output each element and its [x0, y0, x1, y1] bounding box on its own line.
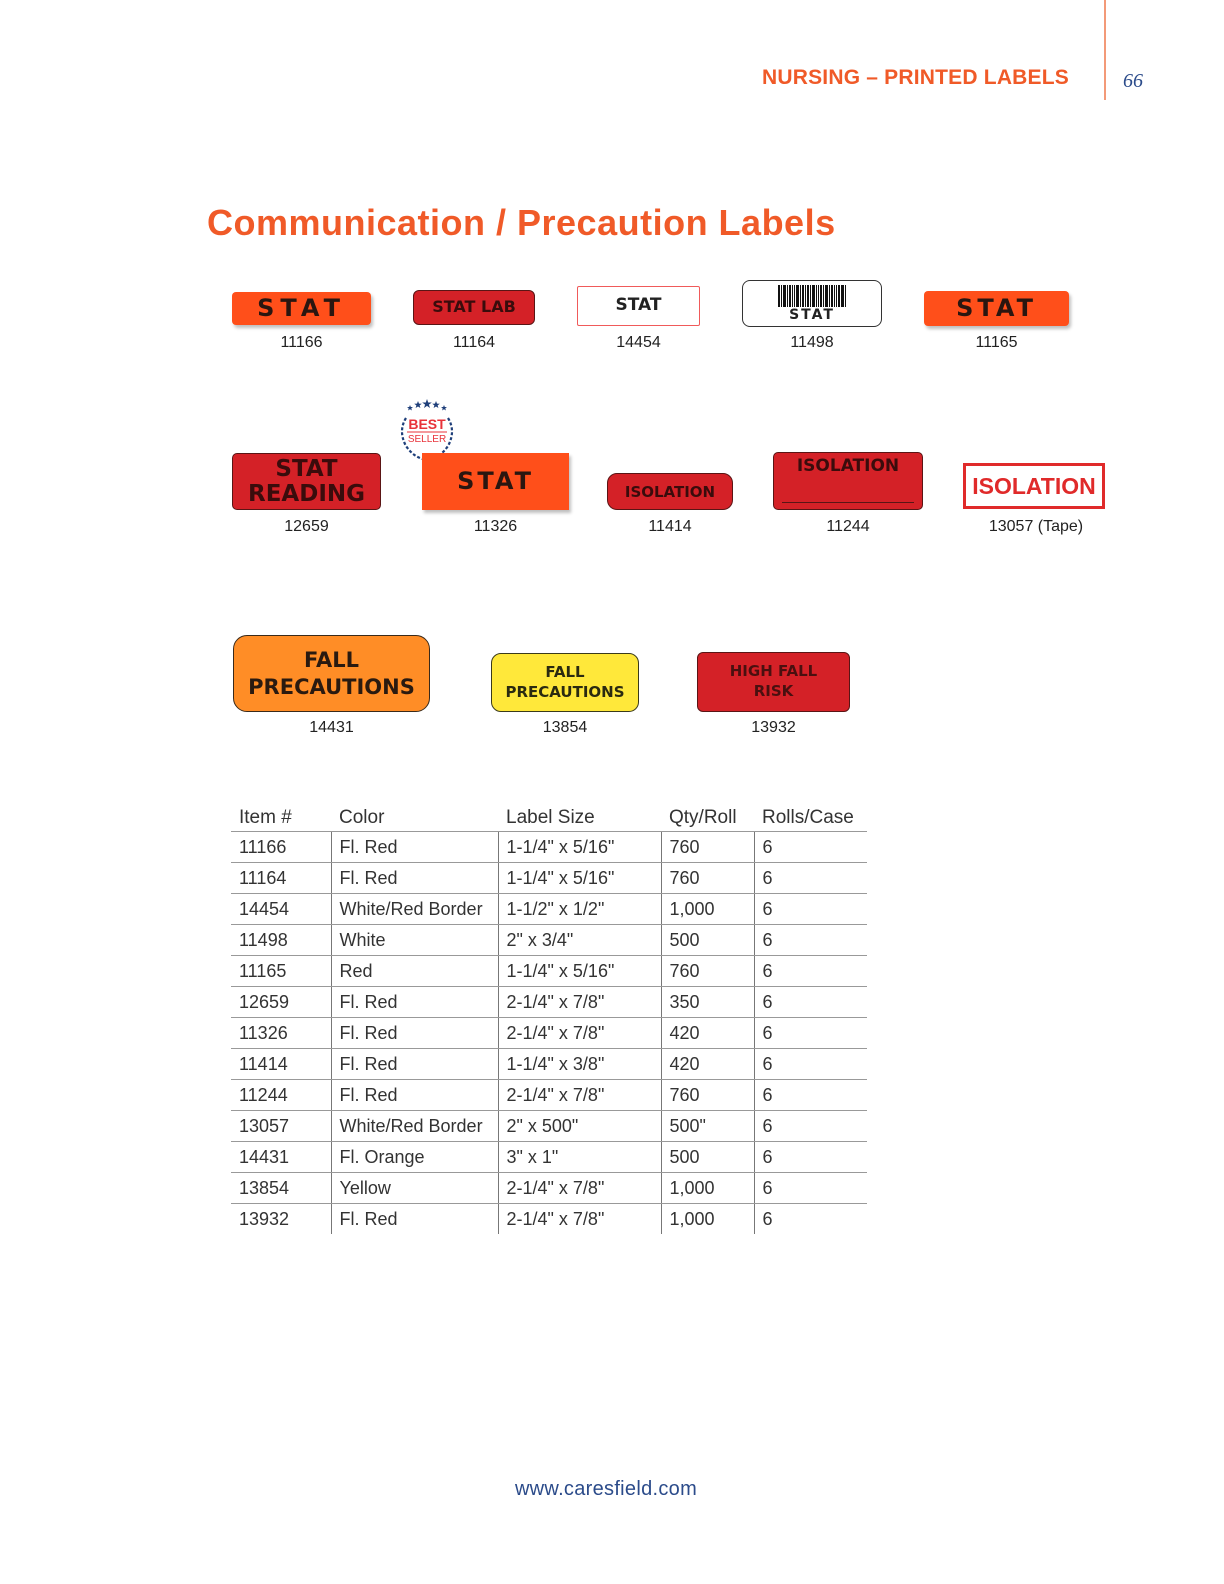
table-cell: Fl. Red: [331, 1080, 498, 1111]
table-row: [231, 987, 867, 1018]
page-number: 66: [1123, 70, 1143, 92]
table-cell: 1-1/4" x 5/16": [498, 832, 661, 863]
label-11164: [413, 290, 535, 325]
table-cell: 11164: [231, 863, 331, 894]
label-code: 11414: [648, 518, 692, 535]
label-text-line2: PRECAUTIONS: [505, 682, 625, 701]
label-text-line1: FALL: [545, 662, 585, 681]
table-cell: 760: [661, 956, 754, 987]
label-text: STAT: [956, 293, 1037, 322]
table-cell: 1-1/4" x 5/16": [498, 956, 661, 987]
table-row: [231, 1142, 867, 1173]
table-cell: White/Red Border: [331, 894, 498, 925]
column-header: Rolls/Case: [754, 804, 867, 832]
label-text-line1: STAT: [275, 456, 338, 483]
table-cell: 6: [754, 832, 867, 863]
column-header: Qty/Roll: [661, 804, 754, 832]
badge-line2: SELLER: [407, 434, 447, 445]
section-header: NURSING – PRINTED LABELS: [762, 66, 1069, 89]
label-code: 14431: [309, 719, 354, 736]
footer-url: www.caresfield.com: [514, 1478, 698, 1500]
table-row: [231, 1111, 867, 1142]
table-row: [231, 832, 867, 863]
badge-line1: BEST: [408, 416, 446, 432]
table-cell: 6: [754, 1173, 867, 1204]
label-code: 11244: [826, 518, 870, 535]
label-code: 11166: [280, 334, 323, 351]
table-cell: White/Red Border: [331, 1111, 498, 1142]
table-cell: 500": [661, 1111, 754, 1142]
table-row: [231, 1204, 867, 1235]
table-cell: 2-1/4" x 7/8": [498, 1080, 661, 1111]
table-cell: Fl. Red: [331, 832, 498, 863]
label-code: 13932: [751, 719, 796, 736]
label-text: STAT: [615, 295, 662, 316]
label-text-line2: READING: [248, 480, 365, 507]
table-cell: 11165: [231, 956, 331, 987]
label-code: 11164: [452, 334, 496, 351]
table-row: [231, 1018, 867, 1049]
table-cell: 6: [754, 1018, 867, 1049]
table-cell: 11498: [231, 925, 331, 956]
label-text-line2: PRECAUTIONS: [248, 674, 415, 699]
spec-table: [231, 804, 867, 1234]
label-text: ISOLATION: [796, 456, 900, 476]
label-text: STAT: [457, 466, 534, 495]
table-cell: Fl. Orange: [331, 1142, 498, 1173]
label-code: 14454: [616, 334, 661, 351]
table-cell: 11414: [231, 1049, 331, 1080]
table-cell: 14431: [231, 1142, 331, 1173]
table-cell: 1,000: [661, 894, 754, 925]
table-cell: 13854: [231, 1173, 331, 1204]
label-text-line1: FALL: [304, 648, 359, 673]
header-divider: [1104, 0, 1106, 100]
table-row: [231, 925, 867, 956]
table-row: [231, 894, 867, 925]
table-cell: 2-1/4" x 7/8": [498, 987, 661, 1018]
label-code: 13057 (Tape): [988, 518, 1084, 535]
table-cell: 500: [661, 925, 754, 956]
label-text-line1: HIGH FALL: [729, 662, 818, 681]
table-cell: 2-1/4" x 7/8": [498, 1173, 661, 1204]
table-cell: 500: [661, 1142, 754, 1173]
table-cell: 11166: [231, 832, 331, 863]
table-body: [231, 832, 867, 1235]
barcode-icon: [778, 285, 847, 307]
table-cell: 6: [754, 925, 867, 956]
table-cell: 6: [754, 1204, 867, 1235]
table-cell: 12659: [231, 987, 331, 1018]
table-cell: Fl. Red: [331, 987, 498, 1018]
table-cell: 11326: [231, 1018, 331, 1049]
label-text-line2: RISK: [753, 682, 794, 700]
table-cell: Yellow: [331, 1173, 498, 1204]
table-cell: 2-1/4" x 7/8": [498, 1018, 661, 1049]
label-code: 11498: [790, 334, 834, 351]
label-line: [782, 502, 914, 503]
table-cell: 760: [661, 1080, 754, 1111]
table-cell: 3" x 1": [498, 1142, 661, 1173]
table-cell: 6: [754, 1049, 867, 1080]
table-cell: Fl. Red: [331, 1018, 498, 1049]
label-code: 11165: [975, 334, 1018, 351]
label-11244: [773, 452, 923, 510]
label-code: 13854: [542, 719, 588, 736]
table-row: [231, 863, 867, 894]
label-text: STAT LAB: [432, 297, 516, 317]
table-cell: Fl. Red: [331, 863, 498, 894]
label-13057: [963, 463, 1105, 509]
table-cell: 13932: [239, 1208, 290, 1229]
table-cell: 6: [754, 1080, 867, 1111]
table-cell: White: [331, 925, 498, 956]
table-cell: 14454: [231, 894, 331, 925]
table-cell: 1,000: [661, 1204, 754, 1235]
table-cell: 1-1/2" x 1/2": [498, 894, 661, 925]
column-header: Item #: [231, 804, 331, 832]
label-12659: [232, 453, 381, 510]
label-11498: [742, 280, 882, 327]
table-row: [231, 1080, 867, 1111]
column-header: Label Size: [498, 804, 661, 832]
table-cell: 6: [754, 956, 867, 987]
table-row: [231, 1173, 867, 1204]
table-cell: 760: [661, 863, 754, 894]
column-header: Color: [331, 804, 498, 832]
table-cell: 6: [754, 894, 867, 925]
table-cell: 6: [754, 1111, 867, 1142]
table-row: [231, 1049, 867, 1080]
label-code: 11326: [473, 518, 518, 535]
label-text: ISOLATION: [972, 472, 1096, 499]
table-cell: 420: [661, 1018, 754, 1049]
table-cell: 1-1/4" x 5/16": [498, 863, 661, 894]
label-11166: [232, 292, 371, 325]
table-cell: 6: [754, 863, 867, 894]
table-row: [231, 956, 867, 987]
table-cell: 11244: [231, 1080, 331, 1111]
table-cell: 420: [661, 1049, 754, 1080]
table-cell: 2" x 500": [498, 1111, 661, 1142]
table-header-row: [231, 804, 867, 832]
label-14454: [577, 286, 700, 326]
table-cell: 350: [661, 987, 754, 1018]
table-cell: 13057: [231, 1111, 331, 1142]
table-cell: 2" x 3/4": [498, 925, 661, 956]
label-11326: [422, 453, 569, 510]
table-cell: 6: [754, 987, 867, 1018]
table-cell: 760: [661, 832, 754, 863]
table-cell: Fl. Red: [331, 1049, 498, 1080]
label-text: STAT: [257, 293, 346, 322]
table-cell: 1,000: [661, 1173, 754, 1204]
label-code: 12659: [284, 518, 329, 535]
label-13854: [491, 653, 639, 712]
label-11165: [924, 291, 1069, 326]
table-cell: 1-1/4" x 3/8": [498, 1049, 661, 1080]
label-text: ISOLATION: [624, 482, 716, 501]
label-13932: [697, 652, 850, 712]
table-cell: 6: [754, 1142, 867, 1173]
label-14431: [233, 635, 430, 712]
label-11414: [607, 473, 733, 510]
table-cell: Fl. Red: [331, 1204, 498, 1235]
table-cell: 2-1/4" x 7/8": [498, 1204, 661, 1235]
page-title: Communication / Precaution Labels: [207, 202, 836, 243]
table-cell: Red: [331, 956, 498, 987]
label-text: STAT: [789, 307, 835, 323]
